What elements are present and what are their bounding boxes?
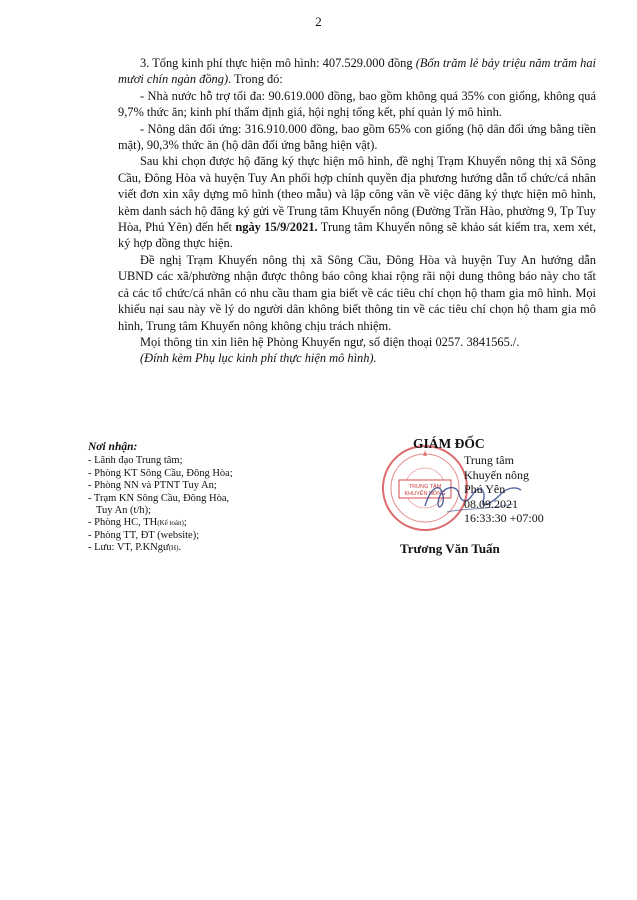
attachment-note: (Đính kèm Phụ lục kinh phí thực hiện mô hình).: [140, 351, 377, 366]
svg-text:KHUYẾN NÔNG: KHUYẾN NÔNG: [404, 491, 446, 497]
digital-signature-info: Trung tâm Khuyến nông Phú Yên 08.09.2021 16:33:30 +07:00: [464, 453, 544, 526]
recipients-title: Nơi nhận:: [88, 441, 138, 453]
document-body: [118, 55, 596, 367]
recipient-item: - Trạm KN Sông Cầu, Đông Hòa,: [88, 492, 230, 504]
contact-paragraph: Mọi thông tin xin liên hệ Phòng Khuyến ngư, số điện thoại 0257. 3841565./.: [140, 334, 520, 349]
recipient-item: - Phòng TT, ĐT (website);: [88, 529, 200, 541]
recipients-block: [88, 441, 348, 555]
recipient-item: - Phòng HC, TH(Kế toán);: [88, 517, 187, 529]
signer-name: Trương Văn Tuấn: [400, 541, 500, 556]
total-cost-paragraph: 3. Tổng kinh phí thực hiện mô hình: 407.529.000 đồng (Bốn trăm lẻ bảy triệu năm trăm hai mươi chín ngàn đồng). Trong đó:: [118, 56, 596, 87]
farmer-contribution-paragraph: - Nông dân đối ứng: 316.910.000 đồng, bao gồm 65% con giống (hộ dân đối ứng bằng tiền mặt), 90,3% thức ăn (hộ dân đối ứng bằng hiện vật).: [118, 121, 596, 153]
recipient-item: - Lưu: VT, P.KNgư(H).: [88, 542, 182, 554]
recipient-item: Tuy An (t/h);: [96, 505, 152, 517]
recipient-item: - Phòng KT Sông Cầu, Đông Hòa;: [88, 467, 233, 479]
state-support-paragraph: - Nhà nước hỗ trợ tối đa: 90.619.000 đồng, bao gồm không quá 35% con giống, không quá 9,7% thức ăn; kinh phí thẩm định giá, hội nghị tổng kết, phí quản lý mô hình.: [118, 88, 596, 120]
svg-text:TRUNG TÂM: TRUNG TÂM: [408, 484, 442, 490]
registration-paragraph: Sau khi chọn được hộ đăng ký thực hiện mô hình, đề nghị Trạm Khuyến nông thị xã Sông Cầu, Đông Hòa và huyện Tuy An phối hợp chính quyền địa phương hướng dẫn tổ chức/cá nhân viết đơn xin xây dựng mô hình (theo mẫu) và lập công văn về việc đăng ký thực hiện mô hình, kèm danh sách hộ đăng ký gửi về Trung tâm Khuyến nông (Đường Trần Hào, phường 9, Tp Tuy Hòa, Phú Yên) đến hết ngày 15/9/2021. Trung tâm Khuyến nông sẽ khảo sát kiểm tra, xem xét, ký hợp đồng thực hiện.: [118, 154, 596, 251]
recipient-item: - Lãnh đạo Trung tâm;: [88, 455, 183, 467]
page-number: 2: [315, 14, 322, 29]
director-title: GIÁM ĐỐC: [413, 436, 485, 451]
notification-paragraph: Đề nghị Trạm Khuyến nông thị xã Sông Cầu, Đông Hòa và huyện Tuy An hướng dẫn UBND các xã/phường nhận được thông báo công khai rộng rãi nội dung thông báo này cho tất cả các tổ chức/cá nhân có nhu cầu tham gia biết về các tiêu chí chọn hộ tham gia mô hình. Mọi khiếu nại sau này về lý do người dân không biết thông tin về các tiêu chí chọn hộ tham gia mô hình, Trung tâm Khuyến nông không chịu trách nhiệm.: [118, 252, 596, 333]
recipient-item: - Phòng NN và PTNT Tuy An;: [88, 480, 217, 492]
